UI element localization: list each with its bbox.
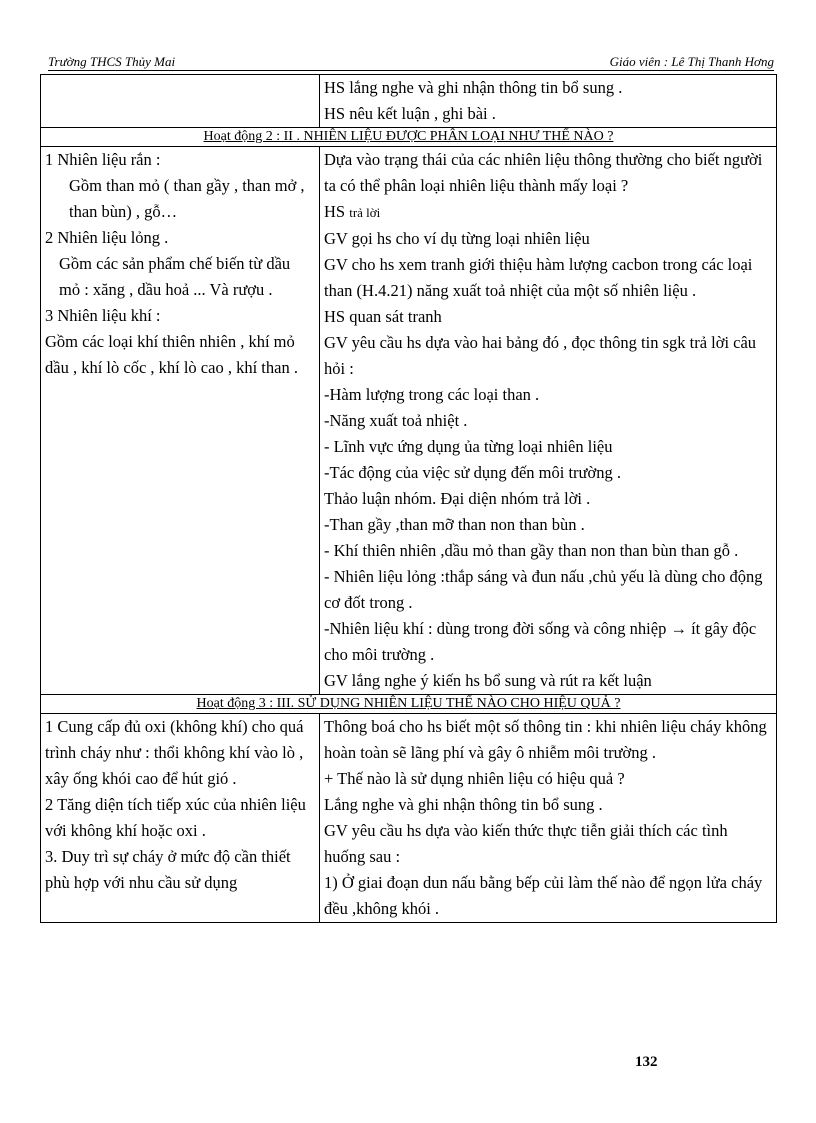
text-line: - Nhiên liệu lỏng :thắp sáng và đun nấu ,chủ yếu là dùng cho động cơ đốt trong . bbox=[324, 567, 763, 612]
paragraph: Gồm than mỏ ( than gầy , than mở , than bùn) , gỗ… bbox=[69, 176, 305, 221]
text-line: GV yêu cầu hs dựa vào hai bảng đó , đọc thông tin sgk trả lời câu hỏi : bbox=[324, 333, 757, 378]
text-line: GV gọi hs cho ví dụ từng loại nhiên liệu bbox=[324, 229, 590, 248]
section-title: Hoạt động 2 : II . NHIÊN LIỆU ĐƯỢC PHÂN LOẠI NHƯ THẾ NÀO ? bbox=[41, 128, 777, 147]
text-line: 1) Ở giai đoạn dun nấu bằng bếp củi làm thế nào để ngọn lửa cháy đều ,không khói . bbox=[324, 873, 763, 918]
left-cell bbox=[41, 714, 320, 923]
text-line: HS lắng nghe và ghi nhận thông tin bổ sung . bbox=[324, 78, 623, 97]
subheading: 1 Nhiên liệu rắn : bbox=[45, 150, 161, 169]
paragraph: 2 Tăng diện tích tiếp xúc của nhiên liệu với không khí hoặc oxi . bbox=[45, 795, 306, 840]
text-line: -Nhiên liệu khí : dùng trong đời sống và công nhiệp → ít gây độc cho môi trường . bbox=[324, 619, 757, 664]
text-line: GV yêu cầu hs dựa vào kiến thức thực tiễn giải thích các tình huống sau : bbox=[324, 821, 728, 866]
text-line: Lắng nghe và ghi nhận thông tin bổ sung . bbox=[324, 795, 603, 814]
section-title: Hoạt động 3 : III. SỬ DỤNG NHIÊN LIỆU THẾ NÀO CHO HIỆU QUẢ ? bbox=[41, 695, 777, 714]
text-line: - Khí thiên nhiên ,dầu mỏ than gầy than non than bùn than gỗ . bbox=[324, 541, 739, 560]
paragraph: Gồm các sản phẩm chế biến từ dầu mỏ : xăng , dầu hoả ... Và rượu . bbox=[59, 254, 291, 299]
text-line: Thông boá cho hs biết một số thông tin : khi nhiên liệu cháy không hoàn toàn sẽ lãng phí và gây ô nhiễm môi trường . bbox=[324, 717, 767, 762]
header-rule bbox=[48, 70, 774, 71]
page-number: 132 bbox=[635, 1054, 658, 1070]
paragraph: 1 Cung cấp đủ oxi (không khí) cho quá trình cháy như : thổi không khí vào lò , xây ống khói cao để hút gió . bbox=[45, 717, 304, 788]
text-line: Dựa vào trạng thái của các nhiên liệu thông thường cho biết người ta có thể phân loại nhiên liệu thành mấy loại ? bbox=[324, 150, 763, 195]
text-line: -Tác động của việc sử dụng đến môi trường . bbox=[324, 463, 621, 482]
right-cell bbox=[320, 714, 777, 923]
subheading: 2 Nhiên liệu lỏng . bbox=[45, 228, 169, 247]
text-line: -Hàm lượng trong các loại than . bbox=[324, 385, 540, 404]
teacher-name: Giáo viên : Lê Thị Thanh Hơng bbox=[609, 54, 774, 69]
left-cell bbox=[41, 75, 320, 128]
table-row bbox=[41, 147, 777, 695]
section-header-row bbox=[41, 128, 777, 147]
text-line: -Năng xuất toả nhiệt . bbox=[324, 411, 468, 430]
paragraph: 3. Duy trì sự cháy ở mức độ cần thiết phù hợp với nhu cầu sử dụng bbox=[45, 847, 291, 892]
text-line: -Than gầy ,than mỡ than non than bùn . bbox=[324, 515, 585, 534]
text-line: HS nêu kết luận , ghi bài . bbox=[324, 104, 496, 123]
text-line: HS trả lời bbox=[324, 202, 381, 221]
text-line: + Thế nào là sử dụng nhiên liệu có hiệu quả ? bbox=[324, 769, 625, 788]
section-header-row bbox=[41, 695, 777, 714]
table-row bbox=[41, 714, 777, 923]
text-line: GV lắng nghe ý kiến hs bổ sung và rút ra kết luận bbox=[324, 671, 652, 690]
text-line: GV cho hs xem tranh giới thiệu hàm lượng cacbon trong các loại than (H.4.21) năng xuất toả nhiệt của một số nhiên liệu . bbox=[324, 255, 753, 300]
table-row bbox=[41, 75, 777, 128]
text-line: Thảo luận nhóm. Đại diện nhóm trả lời . bbox=[324, 489, 591, 508]
text-line: HS quan sát tranh bbox=[324, 307, 442, 326]
lesson-table bbox=[40, 74, 777, 923]
right-cell bbox=[320, 147, 777, 695]
right-cell bbox=[320, 75, 777, 128]
text-line: - Lĩnh vực ứng dụng ủa từng loại nhiên liệu bbox=[324, 437, 613, 456]
school-name: Trường THCS Thủy Mai bbox=[48, 54, 176, 69]
page-header bbox=[48, 52, 774, 72]
paragraph: Gồm các loại khí thiên nhiên , khí mỏ dầu , khí lò cốc , khí lò cao , khí than . bbox=[45, 332, 298, 377]
subheading: 3 Nhiên liệu khí : bbox=[45, 306, 161, 325]
left-cell bbox=[41, 147, 320, 695]
